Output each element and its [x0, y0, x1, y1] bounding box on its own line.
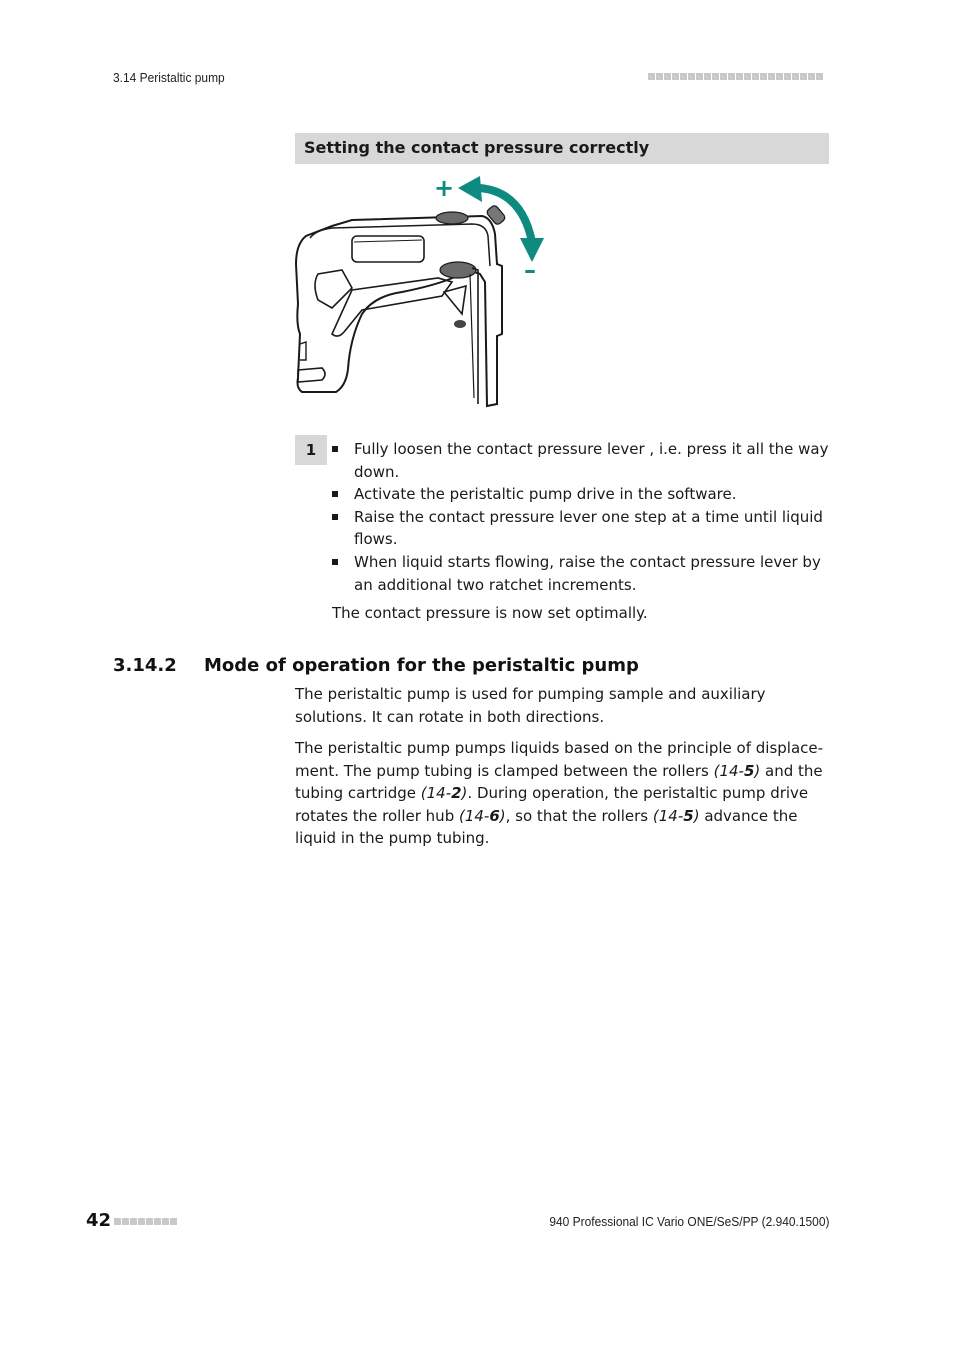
plus-label: + [434, 174, 455, 202]
bullet-icon [332, 446, 338, 452]
section-title: Mode of operation for the peristaltic pump [204, 655, 639, 676]
figure-reference: (14-5) [713, 761, 761, 780]
section-heading [113, 655, 639, 676]
list-item: Activate the peristaltic pump drive in the software. [330, 483, 830, 506]
figure-reference: (14-5) [652, 806, 700, 825]
paragraph: The peristaltic pump pumps liquids based on the principle of displace-ment. The pump tubing is clamped between the rollers (14-5) and the tubing cartridge (14-2). During operation, the peristaltic pump drive rotates the roller hub (14-6), so that the rollers (14-5) advance the liquid in the pump tubing. [295, 739, 824, 847]
page-number: 42 [86, 1210, 112, 1231]
figure-reference: (14-6) [458, 806, 506, 825]
minus-label: – [524, 256, 536, 284]
step-result: The contact pressure is now set optimally. [332, 604, 648, 622]
procedure-title: Setting the contact pressure correctly [295, 133, 829, 164]
section-number: 3.14.2 [113, 655, 177, 676]
pressure-lever-illustration [292, 174, 552, 410]
list-item: When liquid starts flowing, raise the contact pressure lever by an additional two ratchet increments. [330, 551, 830, 596]
list-item: Fully loosen the contact pressure lever , i.e. press it all the way down. [330, 438, 830, 483]
bullet-icon [332, 559, 338, 565]
header-decoration [648, 73, 823, 80]
step-number: 1 [295, 435, 327, 465]
footer-document-title: 940 Professional IC Vario ONE/SeS/PP (2.940.1500) [548, 1214, 829, 1229]
bullet-icon [332, 514, 338, 520]
figure-reference: (14-2) [420, 784, 468, 802]
list-item: Raise the contact pressure lever one step at a time until liquid flows. [330, 506, 830, 551]
paragraph: The peristaltic pump is used for pumping sample and auxiliary solutions. It can rotate in both directions. [295, 685, 766, 726]
footer-decoration [114, 1218, 177, 1225]
bullet-icon [332, 491, 338, 497]
running-header-section: 3.14 Peristaltic pump [113, 70, 225, 85]
step-instructions [330, 438, 830, 596]
